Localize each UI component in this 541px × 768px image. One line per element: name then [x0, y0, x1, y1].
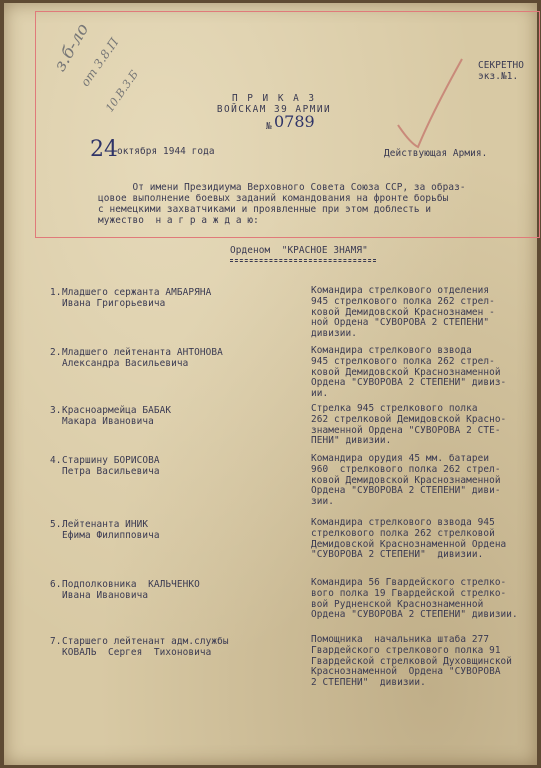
pencil-note-3: 10.В.3.Б: [103, 67, 141, 115]
awardee-given-names: Александра Васильевича: [62, 358, 189, 369]
awardee-position-line: Командира стрелкового взвода 945: [311, 517, 495, 528]
entry-number: 1.: [50, 287, 62, 298]
date-day: 24: [90, 137, 118, 162]
order-number-prefix: №: [266, 121, 272, 132]
pencil-note-1: з.б-ло: [50, 20, 94, 76]
awardee-position-line: дивизии.: [311, 328, 357, 340]
award-title-underline: [230, 259, 376, 260]
awardee-position-line: Ордена "СУВОРОВА 2 СТЕПЕНИ" диви-: [311, 485, 501, 497]
awardee-position-line: 960 стрелкового полка 262 стрел-: [311, 463, 501, 475]
entry-number: 7.: [50, 636, 62, 647]
check-mark-icon: [392, 53, 472, 153]
awardee-position-line: знаменной Ордена "СУВОРОВА 2 СТЕ-: [311, 424, 501, 436]
awardee-position-line: Ордена "СУВОРОВА 2 СТЕПЕНИ" дивизии.: [311, 609, 518, 621]
awardee-position-line: Командира стрелкового взвода: [311, 345, 472, 356]
awardee-rank-name: Младшего сержанта АМБАРЯНА: [62, 287, 212, 298]
award-title-underline-2: [230, 261, 376, 262]
awardee-position-line: ковой Демидовской Краснознамен -: [311, 306, 495, 318]
awardee-position-line: "СУВОРОВА 2 СТЕПЕНИ" дивизии.: [311, 549, 484, 561]
awardee-given-names: Ефима Филипповича: [62, 530, 160, 541]
awardee-position-line: 262 стрелковой Демидовской Красно-: [311, 413, 507, 425]
awardee-position-line: Ордена "СУВОРОВА 2 СТЕПЕНИ" дивиз-: [311, 377, 507, 389]
awardee-position-line: 945 стрелкового полка 262 стрел-: [311, 295, 495, 307]
awardee-given-names: Ивана Ивановича: [62, 590, 149, 601]
order-heading-army: ВОЙСКАМ 39 АРМИИ: [216, 104, 332, 115]
awardee-position-line: зии.: [311, 496, 334, 508]
awardee-position-line: ковой Демидовской Краснознаменной: [311, 366, 501, 378]
secret-mark: СЕКРЕТНО: [478, 60, 524, 71]
copy-number: экз.№1.: [478, 71, 519, 82]
awardee-rank-name: Младшего лейтенанта АНТОНОВА: [62, 347, 223, 358]
preamble-line-1: От имени Президиума Верховного Совета Союза ССР, за образ-: [98, 182, 466, 193]
awardee-position-line: 2 СТЕПЕНИ" дивизии.: [311, 677, 426, 689]
document-page: [4, 3, 537, 765]
entry-number: 2.: [50, 347, 62, 358]
awardee-position-line: вой Рудненской Краснознаменной: [311, 598, 484, 610]
awardee-position-line: ковой Демидовской Краснознаменной: [311, 474, 501, 486]
awardee-given-names: КОВАЛЬ Сергея Тихоновича: [62, 647, 212, 658]
awardee-position-line: стрелкового полка 262 стрелковой: [311, 527, 495, 539]
awardee-given-names: Петра Васильевича: [62, 466, 160, 477]
entry-number: 4.: [50, 455, 62, 466]
awardee-rank-name: Красноармейца БАБАК: [62, 405, 172, 416]
awardee-rank-name: Лейтенанта ИНИК: [62, 519, 149, 530]
awardee-position-line: Демидовской Краснознаменной Ордена: [311, 538, 507, 550]
entry-number: 5.: [50, 519, 62, 530]
awardee-position-line: 945 стрелкового полка 262 стрел-: [311, 355, 495, 367]
entry-number: 6.: [50, 579, 62, 590]
order-number: 0789: [274, 112, 315, 131]
awardee-position-line: Помощника начальника штаба 277: [311, 634, 490, 645]
awardee-given-names: Ивана Григорьевича: [62, 298, 166, 309]
awardee-rank-name: Подполковника КАЛЬЧЕНКО: [62, 579, 200, 590]
preamble-line-3: с немецкими захватчиками и проявленные при этом доблесть и: [98, 204, 432, 215]
preamble-line-4: мужество н а г р а ж д а ю:: [98, 215, 259, 226]
awardee-rank-name: Старшину БОРИСОВА: [62, 455, 160, 466]
awardee-rank-name: Старшего лейтенант адм.службы: [62, 636, 229, 647]
award-title: Орденом "КРАСНОЕ ЗНАМЯ": [230, 245, 368, 256]
awardee-position-line: вого полка 19 Гвардейской стрелко-: [311, 587, 507, 599]
awardee-position-line: Гвардейского стрелкового полка 91: [311, 644, 501, 656]
awardee-position-line: Стрелка 945 стрелкового полка: [311, 403, 478, 414]
awardee-position-line: Командира 56 Гвардейского стрелко-: [311, 577, 507, 588]
awardee-position-line: ной Ордена "СУВОРОВА 2 СТЕПЕНИ": [311, 317, 490, 329]
awardee-position-line: Командира орудия 45 мм. батареи: [311, 453, 490, 464]
awardee-position-line: Краснознаменной Ордена "СУВОРОВА: [311, 666, 501, 678]
order-heading: П Р И К А З: [231, 93, 317, 104]
awardee-position-line: Командира стрелкового отделения: [311, 285, 490, 296]
preamble-line-2: цовое выполнение боевых заданий командования на фронте борьбы: [98, 193, 449, 204]
pencil-note-2: от 3.8.П: [78, 35, 122, 90]
location: Действующая Армия.: [384, 148, 488, 159]
awardee-position-line: ии.: [311, 388, 329, 400]
awardee-position-line: Гвардейской стрелковой Духовщинской: [311, 655, 513, 667]
awardee-position-line: ПЕНИ" дивизии.: [311, 435, 392, 447]
awardee-given-names: Макара Ивановича: [62, 416, 154, 427]
date-text: октября 1944 года: [117, 146, 215, 157]
entry-number: 3.: [50, 405, 62, 416]
